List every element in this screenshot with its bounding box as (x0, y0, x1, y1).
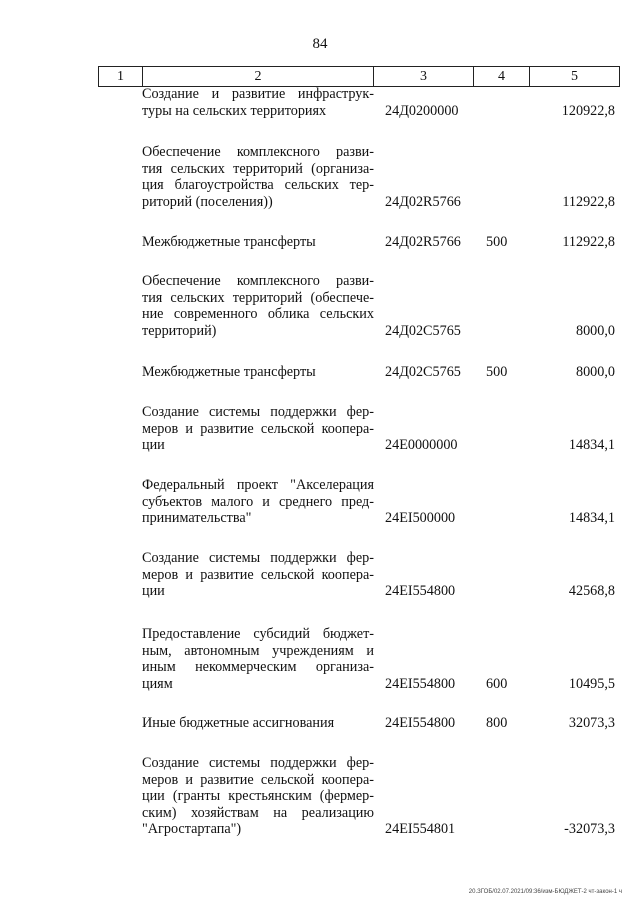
row-name-line: ние современного облика сельских (142, 306, 374, 322)
row-name-line: ции (142, 437, 165, 453)
row-code: 24ЕI554801 (385, 821, 456, 837)
page-number: 84 (312, 36, 328, 52)
row-name-line: меров и развитие сельской коопера- (142, 420, 374, 437)
row-amount: 10495,5 (568, 675, 615, 692)
row-name-line: Обеспечение комплексного разви- (142, 144, 374, 160)
row-name (142, 626, 374, 692)
row-vr: 600 (486, 675, 508, 692)
row-code: 24ЕI554800 (385, 715, 456, 731)
row-amount: 8000,0 (575, 364, 615, 380)
header-col-5: 5 (529, 67, 620, 86)
row-name-line: Обеспечение комплексного разви- (142, 273, 374, 289)
row-code: 24Д02R5766 (385, 234, 461, 250)
row-name-line: территорий) (142, 322, 217, 339)
row-code: 24Е0000000 (385, 437, 458, 453)
row-code: 24Д02С5765 (385, 364, 461, 380)
row-amount: 8000,0 (575, 322, 615, 339)
row-name (142, 404, 374, 454)
row-name-line: Федеральный проект "Акселерация (142, 477, 374, 493)
row-amount: 14834,1 (568, 437, 615, 453)
row-name-line: меров и развитие сельской коопера- (142, 771, 374, 788)
row-amount: -32073,3 (564, 821, 615, 837)
row-name-line: "Агростартапа") (142, 821, 242, 837)
row-name-line: иным некоммерческим организа- (142, 659, 374, 675)
row-amount: 120922,8 (561, 102, 615, 119)
row-name-line: риторий (поселения)) (142, 193, 273, 210)
row-name-line: ция благоустройства сельских тер- (142, 177, 374, 193)
row-name-line: меров и развитие сельской коопера- (142, 566, 374, 583)
row-name (142, 477, 374, 527)
row-name-line: Создание системы поддержки фер- (142, 550, 374, 566)
row-name (142, 550, 374, 600)
row-name-line: ции (гранты крестьянским (фермер- (142, 788, 374, 804)
row-code: 24ЕI500000 (385, 510, 456, 526)
row-name (142, 364, 374, 381)
row-name-line: Создание системы поддержки фер- (142, 755, 374, 771)
row-amount: 14834,1 (568, 510, 615, 526)
row-name-line: субъектов малого и среднего пред- (142, 493, 374, 510)
header-col-1: 1 (98, 67, 142, 86)
row-name (142, 273, 374, 339)
row-amount: 42568,8 (568, 583, 615, 599)
row-name-line: тия сельских территорий (организа- (142, 160, 374, 177)
row-name (142, 86, 374, 119)
row-name-line: циям (142, 675, 173, 692)
row-name-line: принимательства" (142, 510, 252, 526)
row-name-line: Создание системы поддержки фер- (142, 404, 374, 420)
row-name-line: Иные бюджетные ассигнования (142, 715, 335, 731)
row-code: 24ЕI554800 (385, 583, 456, 599)
footer-meta: 20.ЗГОБ/02.07.2021/09:36/изм-БЮДЖЕТ-2 чт-закон-1 ч (468, 889, 622, 895)
row-name-line: Создание и развитие инфраструк- (142, 86, 374, 102)
row-vr: 800 (486, 715, 508, 731)
row-amount: 112922,8 (562, 193, 615, 210)
row-code: 24Д02С5765 (385, 322, 461, 339)
row-code: 24Д0200000 (385, 102, 459, 119)
row-name-line: туры на сельских территориях (142, 102, 327, 119)
row-name-line: Межбюджетные трансферты (142, 234, 316, 250)
row-name-line: тия сельских территорий (обеспече- (142, 289, 374, 306)
table-header (98, 66, 620, 87)
row-name (142, 144, 374, 210)
row-amount: 112922,8 (562, 234, 615, 250)
row-name-line: Межбюджетные трансферты (142, 364, 316, 380)
row-name (142, 755, 374, 838)
header-col-2: 2 (142, 67, 373, 86)
row-code: 24Д02R5766 (385, 193, 461, 210)
row-name-line: ным, автономным учреждениям и (142, 642, 374, 659)
header-col-3: 3 (373, 67, 473, 86)
row-vr: 500 (486, 364, 508, 380)
row-vr: 500 (486, 234, 508, 250)
row-code: 24ЕI554800 (385, 675, 456, 692)
row-name-line: ции (142, 583, 165, 599)
row-name-line: ским) хозяйствам на реализацию (142, 804, 374, 821)
row-name (142, 234, 374, 251)
row-name-line: Предоставление субсидий бюджет- (142, 626, 374, 642)
row-name (142, 715, 374, 732)
row-amount: 32073,3 (568, 715, 615, 731)
header-col-4: 4 (473, 67, 529, 86)
